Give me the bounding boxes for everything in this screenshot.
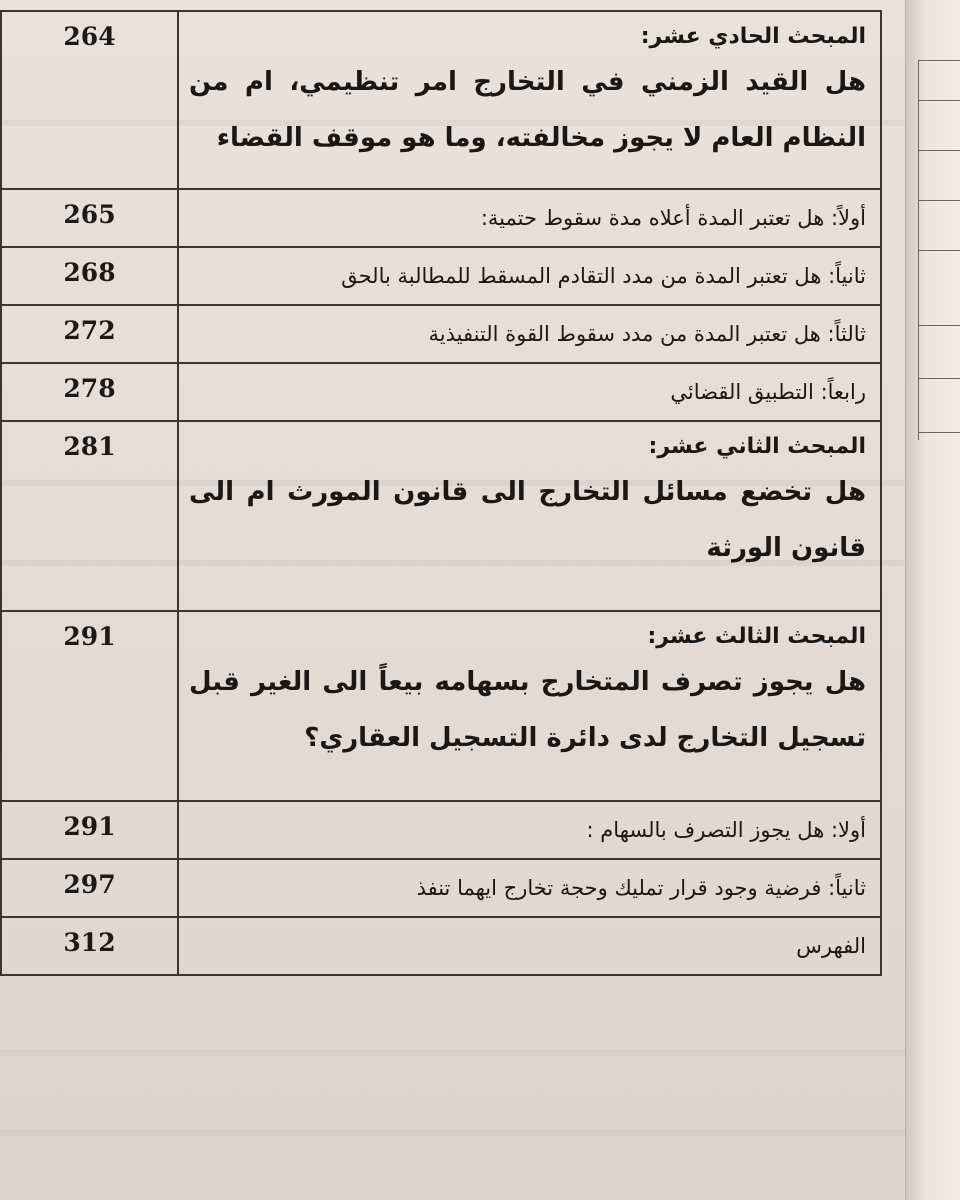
subsection-title: أولاً: هل تعتبر المدة أعلاه مدة سقوط حتمية: [480, 206, 866, 230]
page-number: 278 [1, 363, 178, 421]
section-question: هل تخضع مسائل التخارج الى قانون المورث ام الى قانون الورثة [189, 477, 866, 563]
toc-entry [178, 189, 881, 247]
toc-row [1, 421, 881, 611]
page-number: 272 [1, 305, 178, 363]
toc-entry [178, 801, 881, 859]
page-number: 312 [1, 917, 178, 975]
facing-table-rule [918, 378, 960, 379]
subsection-title: ثانياً: هل تعتبر المدة من مدد التقادم المسقط للمطالبة بالحق [341, 264, 866, 288]
toc-entry [178, 611, 881, 801]
toc-entry [178, 305, 881, 363]
section-question: هل القيد الزمني في التخارج امر تنظيمي، ام من النظام العام لا يجوز مخالفته، وما هو موقف القضاء [189, 67, 866, 153]
subsection-title: الفهرس [796, 934, 866, 958]
toc-row [1, 801, 881, 859]
facing-table-rule [918, 432, 960, 433]
facing-table-rule [918, 100, 960, 101]
subsection-title: أولا: هل يجوز التصرف بالسهام : [586, 818, 866, 842]
show-through-line [0, 1050, 905, 1056]
page-number: 265 [1, 189, 178, 247]
toc-entry [178, 363, 881, 421]
toc-row [1, 305, 881, 363]
toc-entry [178, 247, 881, 305]
section-heading: المبحث الثالث عشر: [647, 624, 866, 649]
table-of-contents [0, 10, 882, 976]
subsection-title: رابعاً: التطبيق القضائي [670, 380, 866, 404]
facing-table-rule [918, 200, 960, 201]
toc-entry [178, 421, 881, 611]
toc-row [1, 611, 881, 801]
section-heading: المبحث الثاني عشر: [648, 434, 866, 459]
subsection-title: ثالثاً: هل تعتبر المدة من مدد سقوط القوة التنفيذية [428, 322, 866, 346]
page-number: 291 [1, 611, 178, 801]
facing-table-rule [918, 60, 960, 61]
facing-table-rule [918, 250, 960, 251]
page-number: 268 [1, 247, 178, 305]
subsection-title: ثانياً: فرضية وجود قرار تمليك وحجة تخارج ايهما تنفذ [416, 876, 866, 900]
toc-row [1, 11, 881, 189]
toc-row [1, 859, 881, 917]
page-number: 297 [1, 859, 178, 917]
section-heading: المبحث الحادي عشر: [640, 24, 866, 49]
toc-entry [178, 11, 881, 189]
facing-page-edge [905, 0, 960, 1200]
toc-row [1, 917, 881, 975]
toc-entry [178, 917, 881, 975]
toc-entry [178, 859, 881, 917]
page-number: 291 [1, 801, 178, 859]
page-number: 264 [1, 11, 178, 189]
facing-table-rule [918, 150, 960, 151]
toc-row [1, 189, 881, 247]
facing-table-rule [918, 325, 960, 326]
page-number: 281 [1, 421, 178, 611]
section-question: هل يجوز تصرف المتخارج بسهامه بيعاً الى الغير قبل تسجيل التخارج لدى دائرة التسجيل العقاري؟ [189, 667, 866, 753]
toc-row [1, 247, 881, 305]
show-through-line [0, 1130, 905, 1136]
toc-row [1, 363, 881, 421]
